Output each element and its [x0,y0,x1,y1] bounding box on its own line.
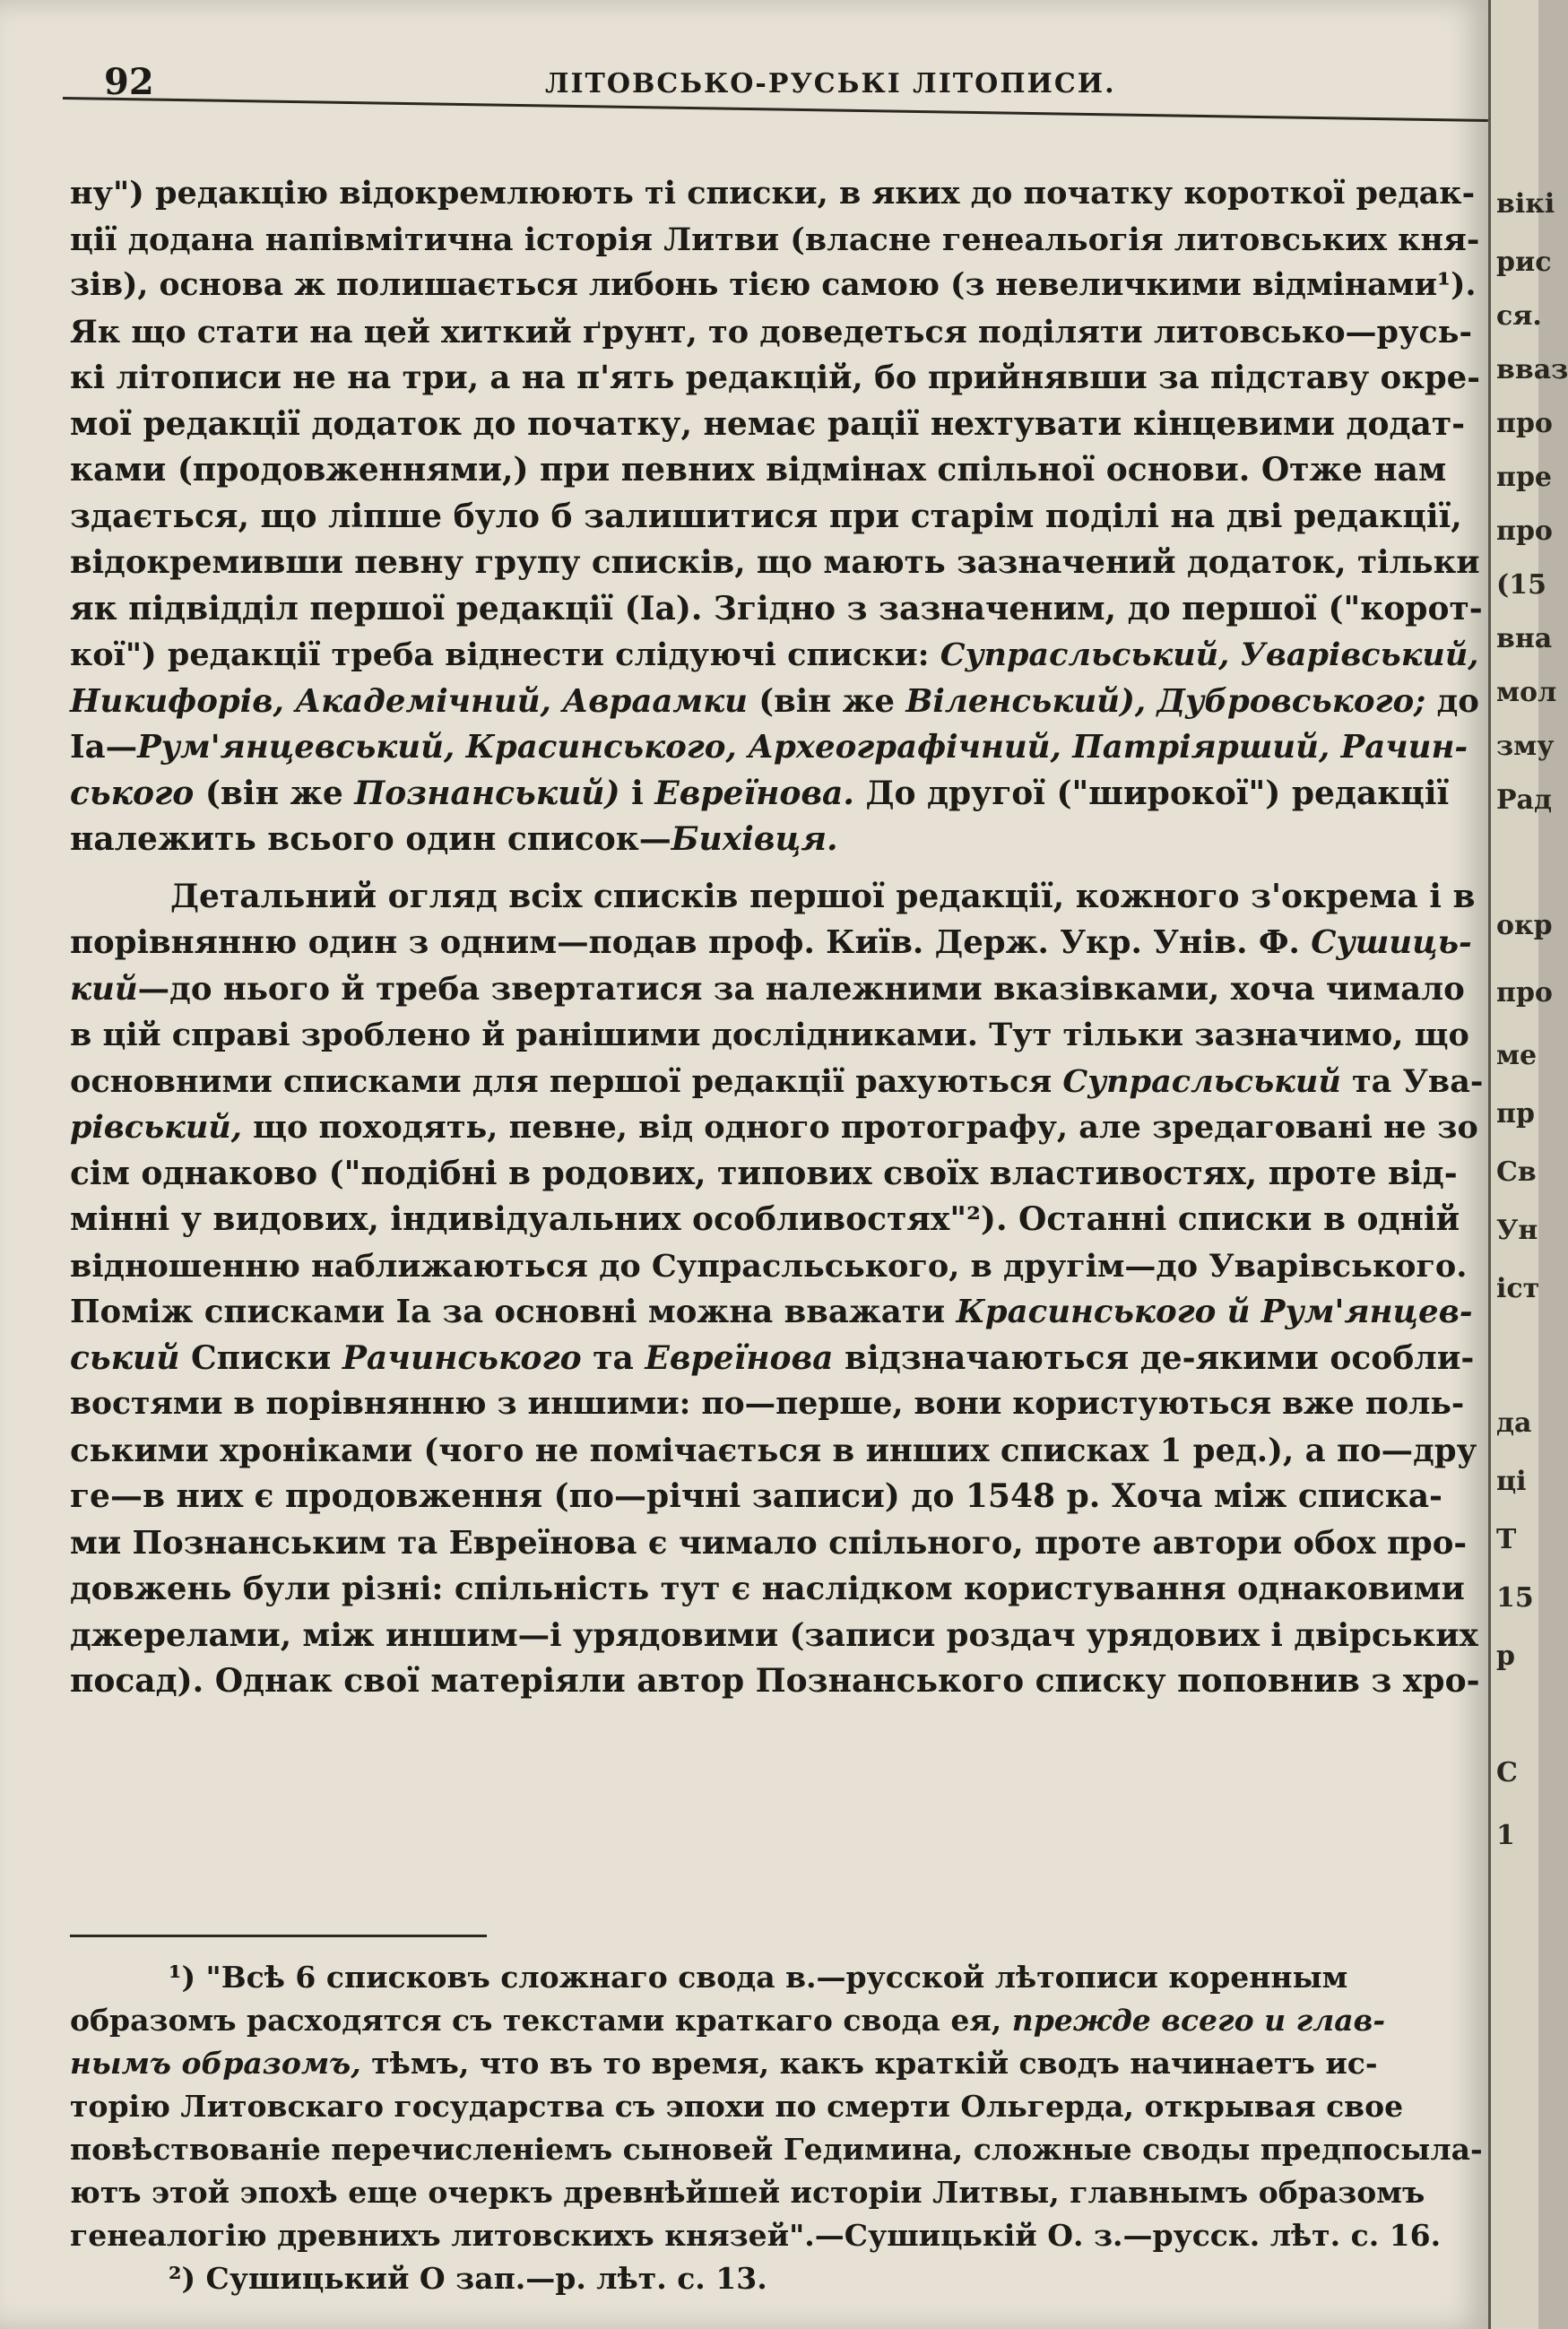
text-run: Поміж списками Іа за основні можна вважати [70,1294,946,1330]
margin-fragment: окр [1496,910,1553,941]
text-line: мінні у видових, індивідуальних особливостях"²). Останні списки в одній [70,1200,1460,1238]
margin-fragment: С [1496,1757,1518,1788]
text-line [70,771,1482,818]
text-line: джерелами, між иншим—і урядовими (записи роздач урядових і двірських [70,1616,1478,1654]
margin-fragment: про [1496,977,1553,1009]
margin-fragment: мол [1496,677,1557,708]
margin-fragment: (15 [1496,569,1546,601]
text-line [70,724,1482,771]
manuscript-name: ського [70,774,195,812]
text-run: Списки [190,1338,332,1377]
text-run: тѣмъ, что въ то время, какъ краткій сводъ начинаетъ ис- [371,2046,1378,2081]
emphasis: прежде всего и глав- [1011,2003,1386,2038]
manuscript-name: Красинського, [465,729,737,766]
margin-fragment: 1 [1496,1820,1515,1851]
text-line: ге—в них є продовження (по—річні записи) до 1548 р. Хоча між списка- [70,1477,1442,1515]
margin-fragment: Ун [1496,1215,1538,1246]
text-line [70,1104,1482,1151]
text-line: ну") редакцію відокремлюють ті списки, в яких до початку короткої редак- [70,175,1476,212]
margin-fragment: пр [1496,1098,1535,1130]
text-run: відзначаються де-якими особли- [845,1338,1475,1377]
manuscript-name: Красинського й Рум'янцев- [956,1294,1473,1330]
manuscript-name: Патріярший, [1072,729,1330,766]
margin-fragment: вваз [1496,354,1568,385]
author-name: кий [70,970,138,1008]
text-run: належить всього один список— [70,820,671,858]
margin-fragment: ці [1496,1466,1527,1497]
margin-fragment: рис [1496,247,1552,278]
text-run: (він же [204,774,343,812]
text-line [70,1289,1482,1336]
text-run: основними списками для першої редакції рахуються [70,1062,1053,1100]
manuscript-name: Супрасльський [1062,1062,1341,1100]
text-line [70,679,1482,725]
text-run: до [1436,682,1479,720]
manuscript-name: Супрасльський, [940,636,1230,673]
text-line: мої редакції додаток до початку, немає рації нехтувати кінцевими додат- [70,404,1466,443]
text-run: (він же [758,682,896,720]
manuscript-name: Никифорів, [70,682,284,720]
text-run: що походять, певне, від одного протографу, але зредаговані не зо [253,1109,1478,1146]
margin-fragment: ся. [1496,300,1542,332]
text-run: кої") редакції треба віднести слідуючі списки: [70,636,930,673]
footnotes [70,1956,1482,2300]
text-line: кі літописи не на три, а на п'ять редакцій, бо прийнявши за підставу окре- [70,359,1481,396]
manuscript-name: Віленський), [905,682,1147,720]
manuscript-name: Археографічний, [748,729,1061,766]
manuscript-name: Рачин- [1340,729,1468,766]
margin-fragment: про [1496,515,1553,547]
footnote-line [70,1999,1482,2042]
footnote-line: ютъ этой эпохѣ еще очеркъ древнѣйшей исторіи Литвы, главнымъ образомъ [70,2175,1425,2210]
text-line: довжень були різні: спільність тут є наслідком користування однаковими [70,1571,1465,1607]
text-run: Іа— [70,729,138,766]
text-line [70,1059,1482,1105]
text-line: здається, що лiпше було б залишитися при старім поділі на дві редакції, [70,497,1462,535]
margin-fragment: Св [1496,1156,1537,1188]
text-line: востями в порівнянню з иншими: по—перше, вони користуються вже поль- [70,1386,1465,1422]
text-run: До другої ("широкої") редакції [865,774,1450,812]
page-number: 92 [104,61,154,103]
manuscript-name: Евреїнова [645,1338,834,1377]
text-line: в цій справі зроблено й ранішими дослідниками. Тут тільки зазначимо, що [70,1017,1469,1053]
main-text [70,170,1482,1705]
margin-fragment: ме [1496,1040,1538,1071]
margin-fragment: пре [1496,462,1553,493]
text-run: образомъ расходятся съ текстами краткаго свода ея, [70,2003,1002,2038]
text-run: та Ува- [1351,1062,1484,1100]
text-run: і [631,774,644,812]
text-run: —до нього й треба звертатися за належними вказівками, хоча чимало [137,970,1465,1008]
text-line: як підвідділ першої редакції (Іа). Згідно з зазначеним, до першої ("корот- [70,589,1483,628]
margin-fragment: р [1496,1641,1515,1672]
footnote-line: торію Литовскаго государства съ эпохи по смерти Ольгерда, открывая свое [70,2089,1404,2124]
margin-fragment: зму [1496,731,1555,762]
footnote-line: ²) Сушицький О зап.—р. лѣт. с. 13. [169,2261,767,2296]
footnote-line: ¹) "Всѣ 6 списковъ сложнаго свода в.—русской лѣтописи коренным [169,1960,1348,1995]
manuscript-name: Познанський) [354,774,620,812]
text-line [70,817,1482,863]
text-line [70,966,1482,1013]
text-line: ми Познанським та Евреїнова є чимало спільного, проте автори обох про- [70,1524,1468,1562]
text-line: Як що стати на цей хиткий ґрунт, то доведеться поділяти литовсько—русь- [70,313,1473,351]
text-line [70,632,1482,679]
margin-fragment: 15 [1496,1582,1534,1614]
manuscript-name: Академічний, [295,682,551,720]
running-title: ЛІТОВСЬКО-РУСЬКІ ЛІТОПИСИ. [545,68,1116,100]
footnote-line [70,2042,1482,2085]
adjacent-page-edge [1488,0,1568,2329]
manuscript-name: Авраамки [562,682,748,720]
manuscript-name: рівський, [70,1109,242,1146]
margin-fragment: іст [1496,1273,1540,1304]
margin-fragment: про [1496,408,1553,439]
text-line: ції додана напівмітична історія Литви (власне генеальогія литовських кня- [70,221,1480,258]
margin-fragment: да [1496,1407,1532,1439]
text-line: ками (продовженнями,) при певних відмінах спільної основи. Отже нам [70,451,1447,489]
text-line: відношенню наближаються до Супрасльського, в другім—до Уварівського. [70,1247,1468,1285]
margin-fragment: Т [1496,1524,1517,1555]
manuscript-name: ський [70,1338,180,1377]
manuscript-name: Рум'янцевський, [137,729,455,766]
footnote-line: генеалогію древнихъ литовскихъ князей".—Сушицькій О. з.—русск. лѣт. с. 16. [70,2218,1442,2253]
text-line [70,1336,1482,1382]
manuscript-name: Уварівський, [1240,636,1479,673]
footnote-rule [70,1935,487,1937]
text-line: Детальний огляд всіх списків першої редакції, кожного з'окрема і в [170,877,1476,915]
page-header [97,61,1477,115]
margin-fragment: Рад [1496,784,1552,816]
text-run: та [593,1338,634,1377]
text-line: посад). Однак свої матеріяли автор Познанського списку поповнив з хро- [70,1662,1480,1700]
margin-fragment: вна [1496,623,1553,654]
text-line: ськими хроніками (чого не помічається в инших списках 1 ред.), а по—дру [70,1432,1477,1469]
manuscript-name: Бихівця. [671,820,838,858]
text-line [70,920,1482,966]
emphasis: нымъ образомъ, [70,2046,361,2081]
margin-fragment: вікі [1496,188,1555,220]
text-line: сім однаково ("подібні в родових, типових своїх властивостях, проте від- [70,1154,1458,1192]
manuscript-name: Дубровського; [1157,682,1426,720]
text-line: відокремивши певну групу списків, що мають зазначений додаток, тільки [70,544,1480,581]
text-run: порівнянню один з одним—подав проф. Київ. Держ. Укр. Унів. Ф. [70,924,1300,961]
footnote-line: повѣствованіе перечисленіемъ сыновей Гедимина, сложные своды предпосыла- [70,2132,1483,2167]
author-name: Сушиць- [1311,924,1472,961]
manuscript-name: Евреїнова. [654,774,854,812]
text-line: зів), основа ж полишається либонь тією самою (з невеличкими відмінами¹). [70,267,1477,303]
manuscript-name: Рачинського [342,1338,582,1377]
